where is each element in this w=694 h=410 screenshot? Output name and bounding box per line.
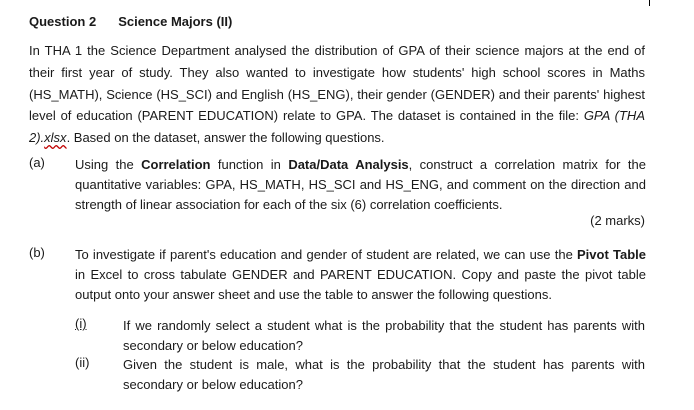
part-a-label: (a) <box>29 155 45 170</box>
part-b-i-text: If we randomly select a student what is the probability that the student has parents with secondary or below education? <box>123 318 645 353</box>
question-heading <box>29 14 232 29</box>
intro-text: In THA 1 the Science Department analysed the distribution of GPA of their science majors at the end of their first year of study. They also wanted to investigate how students' high school scores in Maths (HS_MATH), Science (HS_SCI) and English (HS_ENG), their gender (GENDER) and their parents' highest level of education (PARENT EDUCATION) relate to GPA. The dataset is contained in the file: <box>29 43 645 124</box>
file-name-base: GPA (THA 2). <box>29 108 645 146</box>
part-b-ii-label: (ii) <box>75 355 90 370</box>
part-a-correlation: Correlation <box>141 157 211 172</box>
part-a-pre: Using the <box>75 157 142 172</box>
part-a-mid: function in <box>210 157 289 172</box>
part-a-data-analysis: Data/Data Analysis <box>288 157 409 172</box>
part-b-pivot-table: Pivot Table <box>577 247 646 262</box>
part-a-post: , construct a correlation matrix for the quantitative variables: GPA, HS_MATH, HS_SCI and HS_ENG, and comment on the direction and strength of linear association for each of the six (6) correlation coefficients. <box>75 157 646 212</box>
question-number: Question 2 <box>29 14 97 29</box>
part-b-ii-text: Given the student is male, what is the probability that the student has parents with secondary or below education? <box>123 357 645 392</box>
part-b-text <box>75 245 646 305</box>
intro-paragraph <box>29 40 645 149</box>
part-b-label: (b) <box>29 245 45 260</box>
page-corner-mark <box>649 0 650 6</box>
file-extension: xlsx <box>44 130 67 146</box>
part-b-post: in Excel to cross tabulate GENDER and PARENT EDUCATION. Copy and paste the pivot table output onto your answer sheet and use the table to answer the following questions. <box>75 267 646 302</box>
question-title: Science Majors (II) <box>118 14 233 29</box>
part-a-marks: (2 marks) <box>590 213 645 228</box>
part-b-pre: To investigate if parent's education and gender of student are related, we can use the <box>75 247 578 262</box>
intro-closing: . Based on the dataset, answer the following questions. <box>66 130 385 146</box>
part-b-i-label: (i) <box>75 316 87 331</box>
part-a-text <box>75 155 646 215</box>
